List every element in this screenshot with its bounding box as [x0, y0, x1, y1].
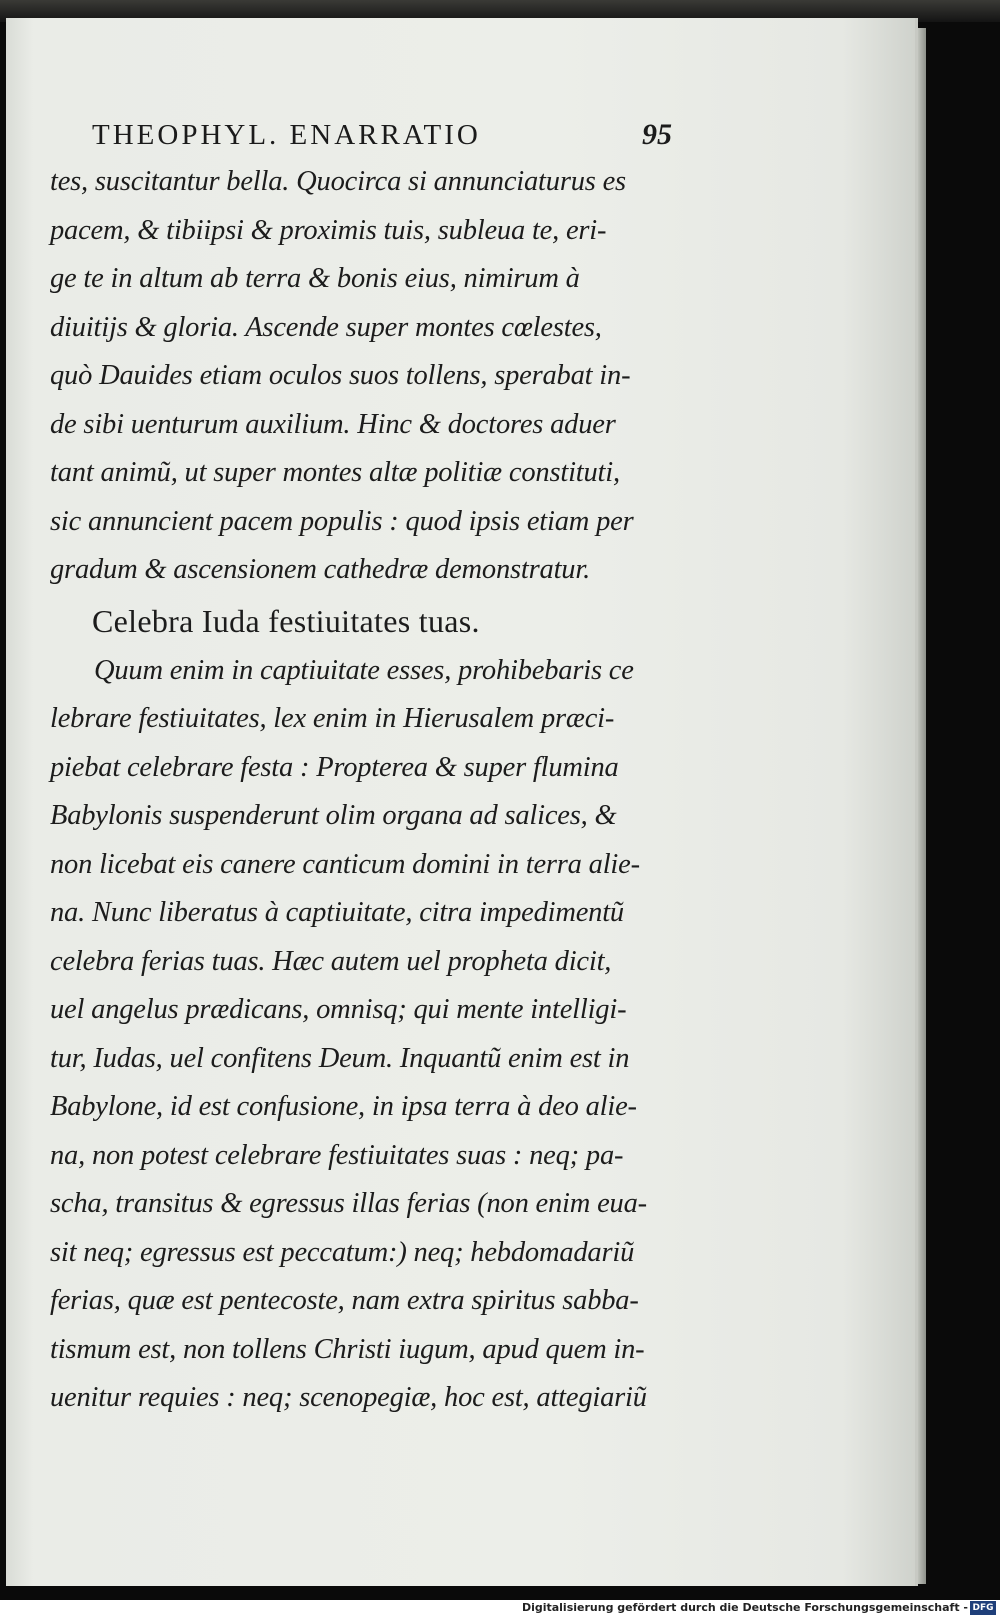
- text-line: scha, transitus & egressus illas ferias (non enim eua-: [50, 1188, 647, 1219]
- text-line: Babylonis suspenderunt olim organa ad salices, &: [50, 800, 617, 831]
- text-line: pacem, & tibiipsi & proximis tuis, subleua te, eri-: [50, 214, 607, 246]
- text-line: lebrare festiuitates, lex enim in Hierusalem præci-: [50, 703, 615, 734]
- dfg-logo: DFG: [970, 1601, 996, 1615]
- text-line: sit neq; egressus est peccatum:) neq; hebdomadariũ: [50, 1236, 635, 1268]
- text-block: [50, 158, 680, 1423]
- text-line: diuitijs & gloria. Ascende super montes cœlestes,: [50, 311, 602, 343]
- page-header: [92, 118, 672, 158]
- text-line: celebra ferias tuas. Hæc autem uel propheta dicit,: [50, 945, 612, 977]
- running-head: THEOPHYL. ENARRATIO: [92, 119, 481, 151]
- text-line: quò Dauides etiam oculos suos tollens, sperabat in-: [50, 360, 631, 391]
- text-line: tismum est, non tollens Christi iugum, apud quem in-: [50, 1333, 645, 1365]
- page-number: 95: [642, 118, 672, 151]
- text-line: tes, suscitantur bella. Quocirca si annunciaturus es: [50, 166, 626, 197]
- text-line: uel angelus prædicans, omnisq; qui mente intelligi-: [50, 994, 627, 1025]
- text-line: Babylone, id est confusione, in ipsa terra à deo alie-: [50, 1091, 637, 1122]
- text-line: non licebat eis canere canticum domini in terra alie-: [50, 848, 640, 880]
- text-line: na. Nunc liberatus à captiuitate, citra impedimentũ: [50, 897, 624, 928]
- text-line: de sibi uenturum auxilium. Hinc & doctores aduer: [50, 408, 616, 440]
- text-line: ge te in altum ab terra & bonis eius, nimirum à: [50, 263, 580, 294]
- text-line: gradum & ascensionem cathedræ demonstratur.: [50, 554, 590, 585]
- text-line: Quum enim in captiuitate esses, prohibebaris ce: [94, 654, 634, 686]
- text-line: piebat celebrare festa : Propterea & super flumina: [50, 751, 619, 783]
- text-line: uenitur requies : neq; scenopegiæ, hoc est, attegiariũ: [50, 1382, 647, 1413]
- verse-heading: Celebra Iuda festiuitates tuas.: [92, 602, 480, 639]
- text-line: sic annuncient pacem populis : quod ipsis etiam per: [50, 505, 634, 537]
- text-line: tant animũ, ut super montes altæ politiæ constituti,: [50, 457, 620, 488]
- digitization-credit: Digitalisierung gefördert durch die Deutsche Forschungsgemeinschaft -: [521, 1601, 968, 1614]
- text-line: na, non potest celebrare festiuitates suas : neq; pa-: [50, 1139, 624, 1171]
- page-edge: [918, 28, 926, 1584]
- text-line: tur, Iudas, uel confitens Deum. Inquantũ enim est in: [50, 1042, 630, 1074]
- text-line: ferias, quæ est pentecoste, nam extra spiritus sabba-: [50, 1285, 639, 1316]
